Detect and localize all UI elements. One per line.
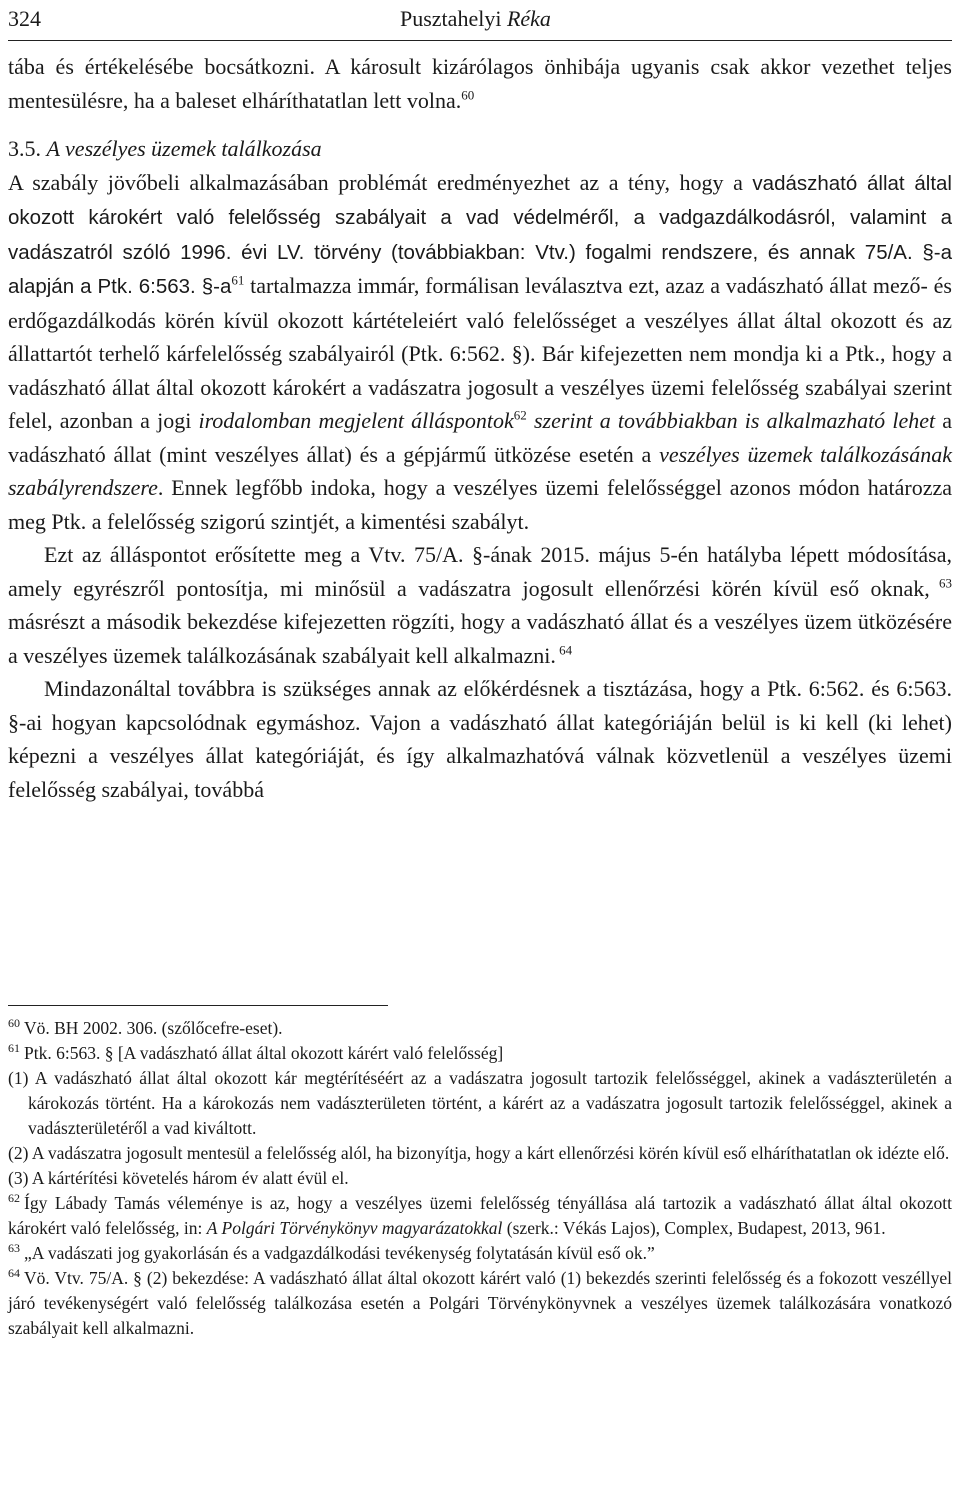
- section-heading: [8, 132, 952, 166]
- paragraph-continued: [8, 50, 952, 117]
- footnote-ref-62[interactable]: 62: [513, 407, 527, 423]
- footnote-63: [8, 1241, 952, 1266]
- paragraph-text: tartalmazza immár, formálisan leválasztva ezt, azaz a vadászható állat mező- és erdőgazdálkodás körén kívül okozott kártételeiért való felelősséget a veszélyes állat által okozott és az állattartót terhelő kárfelelősség szabályairól (Ptk. 6:562. §). Bár kifejezetten nem mondja ki a Ptk., hogy a vadászható állat által okozott károkért a vadászatra jogosult a veszélyes üzemi felelősség szabályai szerint felel, azonban a jogi: [8, 273, 952, 433]
- running-head: [400, 6, 551, 32]
- footnote-ref-61[interactable]: 61: [231, 272, 245, 288]
- page-header: [8, 0, 952, 41]
- footnote-text: „A vadászati jog gyakorlásán és a vadgazdálkodási tevékenység folytatásán kívül eső ok.”: [24, 1243, 655, 1263]
- section-title: A veszélyes üzemek találkozása: [46, 136, 322, 161]
- footnote-61-paragraph-2: (2) A vadászatra jogosult mentesül a felelősség alól, ha bizonyítja, hogy a kárt ellenőrzési körén kívül eső elháríthatatlan ok idézte elő.: [8, 1143, 950, 1163]
- paragraph-text: tába és értékelésébe bocsátkozni. A károsult kizárólagos önhibája ugyanis csak akkor vezethet teljes mentesülésre, ha a baleset elháríthatatlan lett volna.: [8, 54, 952, 113]
- author-first-name: Pusztahelyi: [400, 6, 507, 31]
- paragraph-text: másrészt a második bekezdése kifejezetten rögzíti, hogy a vadászható állat és a veszélyes üzem ütközésére a veszélyes üzemek találkozásának szabályait kell alkalmazni.: [8, 609, 952, 668]
- footnote-text: Így Lábady Tamás véleménye is az, hogy a veszélyes üzemi felelősség tényállása alá tartozik a vadászható állat által okozott károkért való felelősség, in:: [8, 1193, 952, 1238]
- italic-text: szerint a továbbiakban is alkalmazható lehet: [526, 408, 936, 433]
- paragraph-text: a vadászható állat (mint veszélyes állat) és a gépjármű ütközése esetén a: [8, 408, 953, 467]
- footnote-61-paragraph-3: (3) A kártérítési követelés három év alatt évül el.: [8, 1168, 349, 1188]
- paragraph-text-sans: vadászható állat által okozott károkért való felelősség szabályait a vad védelméről, a vadgazdálkodásról, valamint a vadászatról szóló 1996. évi LV. törvény (továbbiakban: Vtv.) fogalmi rendszere, és annak 75/A. §-a alapján a Ptk. 6:563. §-a: [8, 171, 952, 298]
- italic-text: veszélyes üzemek találkozásának szabályrendszere: [8, 441, 953, 500]
- footnote-number: 61: [8, 1041, 20, 1056]
- section-number: 3.5.: [8, 136, 47, 161]
- footnote-61: [8, 1041, 952, 1066]
- italic-text: irodalomban megjelent álláspontok: [198, 408, 514, 433]
- footnote-number: 60: [8, 1016, 20, 1031]
- footnote-ref-60[interactable]: 60: [461, 87, 475, 103]
- footnote-text: Ptk. 6:563. § [A vadászható állat által okozott kárért való felelősség]: [24, 1043, 504, 1063]
- footnote-ref-63[interactable]: 63: [929, 575, 953, 591]
- footnote-62: [8, 1191, 952, 1241]
- footnote-text: (szerk.: Vékás Lajos), Complex, Budapest, 2013, 961.: [502, 1218, 886, 1238]
- paragraph-1: [8, 166, 952, 539]
- body-text: [8, 50, 952, 806]
- footnote-61-paragraph-1: (1) A vadászható állat által okozott kár megtérítéséért az a vadászatra jogosult tartozik felelősséggel, akinek a vadászterületén a károkozás történt. Ha a károkozás nem vadászterületen történt, a kárért az a vadászatra jogosult tartozik felelősséggel, akinek a vadászterületéről a vad kiváltott.: [8, 1068, 952, 1138]
- footnote-60: [8, 1016, 952, 1041]
- footnote-number: 62: [8, 1191, 20, 1206]
- footnotes: [8, 1016, 952, 1341]
- footnote-number: 63: [8, 1241, 20, 1256]
- footnote-64: [8, 1266, 952, 1341]
- author-last-name: Réka: [506, 6, 551, 31]
- footnote-italic-text: A Polgári Törvénykönyv magyarázatokkal: [206, 1218, 503, 1238]
- footnote-text: Vö. Vtv. 75/A. § (2) bekezdése: A vadászható állat által okozott kárért való (1) bekezdés szerinti felelősség és a fokozott veszéllyel járó tevékenységért való felelősség találkozása esetén a Polgári Törvénykönyvnek a veszélyes üzemek találkozására vonatkozó szabályait kell alkalmazni.: [8, 1268, 952, 1338]
- footnote-ref-64[interactable]: 64: [555, 642, 573, 658]
- paragraph-3: Mindazonáltal továbbra is szükséges annak az előkérdésnek a tisztázása, hogy a Ptk. 6:562. és 6:563. §-ai hogyan kapcsolódnak egymáshoz. Vajon a vadászható állat kategóriáján belül is ki kell (ki lehet) képezni a veszélyes állat kategóriáját, és így alkalmazhatóvá válnak közvetlenül a veszélyes üzemi felelősség szabályai, továbbá: [8, 676, 952, 802]
- paragraph-text: A szabály jövőbeli alkalmazásában problémát eredményezhet az a tény, hogy a: [8, 169, 753, 195]
- footnote-separator: [8, 1005, 388, 1006]
- footnote-number: 64: [8, 1266, 20, 1281]
- footnote-text: Vö. BH 2002. 306. (szőlőcefre-eset).: [24, 1018, 283, 1038]
- page-number: 324: [8, 6, 41, 31]
- paragraph-text: . Ennek legfőbb indoka, hogy a veszélyes üzemi felelősséggel azonos módon határozza meg Ptk. a felelősség szigorú szintjét, a kimentési szabályt.: [8, 475, 952, 534]
- paragraph-2: [8, 538, 952, 672]
- paragraph-text: Ezt az álláspontot erősítette meg a Vtv. 75/A. §-ának 2015. május 5-én hatályba lépett módosítása, amely egyrészről pontosítja, mi minősül a vadászatra jogosult ellenőrzési körén kívül eső oknak,: [8, 542, 952, 601]
